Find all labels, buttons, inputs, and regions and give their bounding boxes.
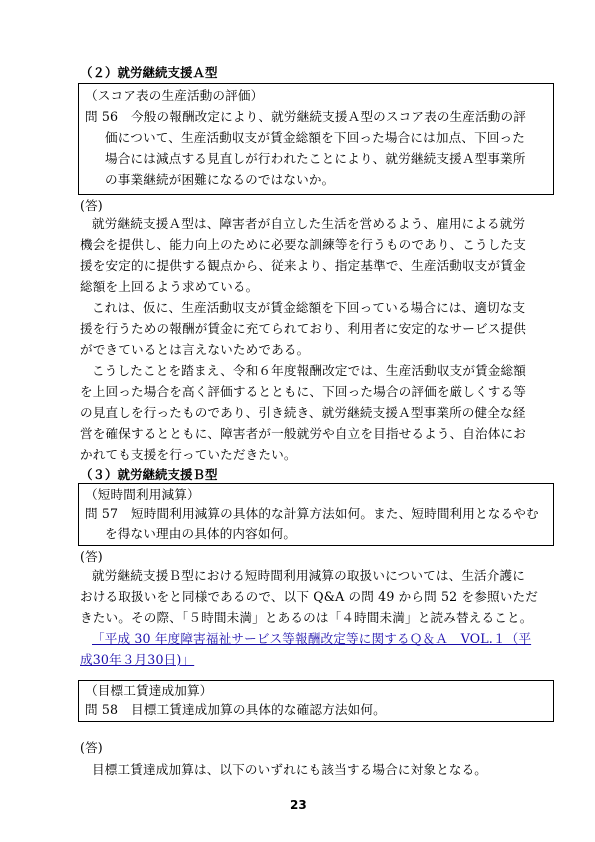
answer-text-line: きたい。その際、「５時間未満」とあるのは「４時間未満」と読み替えること。 — [80, 610, 533, 625]
section-heading-b-type: （３）就労継続支援Ｂ型 — [80, 467, 218, 482]
section-heading-a-type: （２）就労継続支援Ａ型 — [80, 65, 218, 80]
page-number: 23 — [290, 798, 307, 812]
answer-label: (答) — [80, 549, 103, 564]
answer-text-line: 援を行うための報酬が賃金に充てられており、利用者に安定的なサービス提供 — [80, 321, 527, 336]
question-text-line: 問 56 今般の報酬改定により、就労継続支援Ａ型のスコア表の生産活動の評 — [85, 109, 527, 124]
question-text-line: 問 58 目標工賃達成加算の具体的な確認方法如何。 — [85, 702, 386, 717]
answer-text-line: 総額を上回るよう求めている。 — [80, 279, 259, 294]
question-box-56 — [78, 83, 554, 195]
answer-label: (答) — [80, 198, 103, 213]
answer-text-line: こうしたことを踏まえ、令和６年度報酬改定では、生産活動収支が賃金総額 — [92, 363, 527, 378]
question-text-line: を得ない理由の具体的内容如何。 — [105, 526, 297, 541]
answer-text-line: ができているとは言えないためである。 — [80, 342, 310, 357]
reference-link[interactable]: 成30年３月30日)」 — [80, 652, 195, 667]
question-box-57 — [78, 483, 554, 546]
answer-text-line: 営を確保するとともに、障害者が一般就労や自立を目指せるよう、自治体にお — [80, 426, 527, 441]
reference-link[interactable]: 「平成 30 年度障害福祉サービス等報酬改定等に関するＱ＆Ａ VOL.１（平 — [92, 631, 532, 646]
answer-text-line: これは、仮に、生産活動収支が賃金総額を下回っている場合には、適切な支 — [92, 300, 526, 315]
answer-text-line: 就労継続支援Ｂ型における短時間利用減算の取扱いについては、生活介護に — [92, 568, 526, 583]
question-text-line: 場合には減点する見直しが行われたことにより、就労継続支援Ａ型事業所 — [105, 151, 526, 166]
question-box-title: （スコア表の生産活動の評価） — [85, 88, 264, 103]
answer-text-line: の見直しを行ったものであり、引き続き、就労継続支援Ａ型事業所の健全な経 — [80, 405, 526, 420]
answer-text-line: 機会を提供し、能力向上のために必要な訓練等を行うものであり、こうした支 — [80, 237, 527, 252]
question-text-line: の事業継続が困難になるのではないか。 — [105, 172, 335, 187]
question-box-title: （短時間利用減算） — [85, 487, 200, 502]
question-box-58 — [78, 680, 554, 722]
answer-text-line: 就労継続支援Ａ型は、障害者が自立した生活を営めるよう、雇用による就労 — [92, 216, 526, 231]
answer-label: (答) — [80, 740, 103, 755]
answer-text-line: を上回った場合を高く評価するとともに、下回った場合の評価を厳しくする等 — [80, 384, 527, 399]
answer-text-line: 援を安定的に提供する観点から、従来より、指定基準で、生産活動収支が賃金 — [80, 258, 526, 273]
question-box-title: （目標工賃達成加算） — [85, 683, 213, 698]
answer-text-line: かれても支援を行っていただきたい。 — [80, 447, 297, 462]
answer-text-line: おける取扱いをと同様であるので、以下 Q&A の問 49 から問 52 を参照いただ — [80, 589, 538, 604]
question-text-line: 価について、生産活動収支が賃金総額を下回った場合には加点、下回った — [105, 130, 526, 145]
question-text-line: 問 57 短時間利用減算の具体的な計算方法如何。また、短時間利用となるやむ — [85, 506, 539, 521]
answer-text-line: 目標工賃達成加算は、以下のいずれにも該当する場合に対象となる。 — [92, 762, 488, 777]
